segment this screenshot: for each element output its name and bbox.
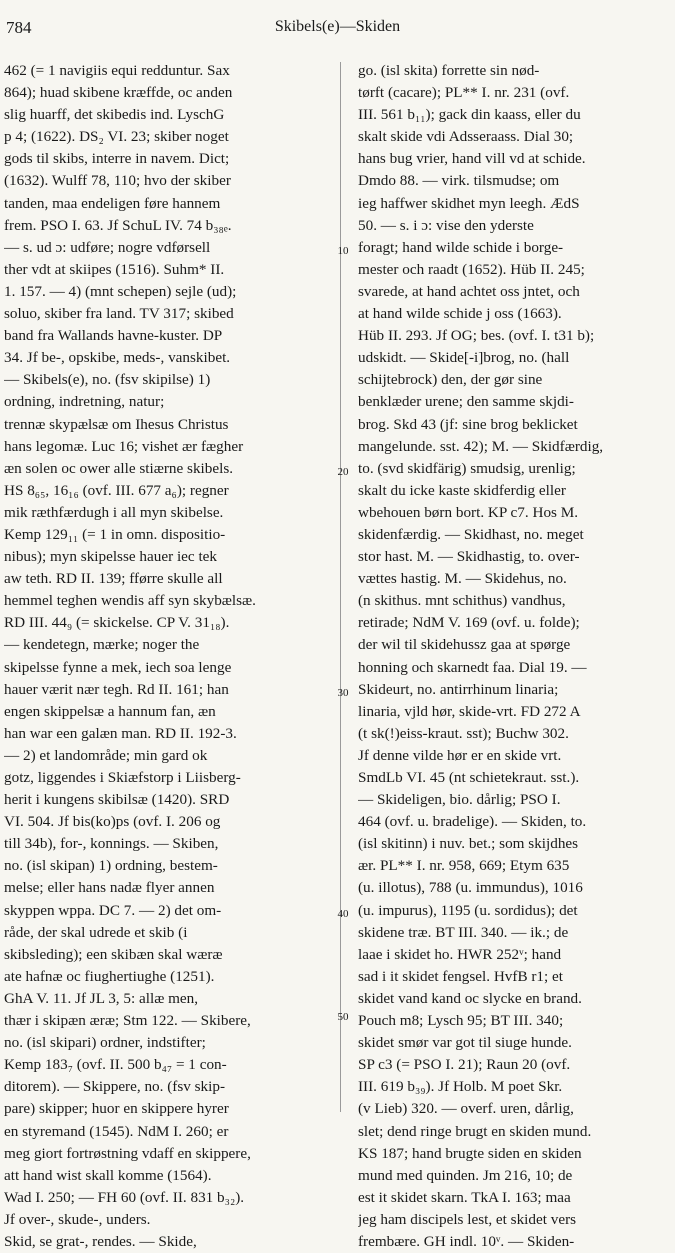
text-line: Wad I. 250; — FH 60 (ovf. II. 831 b₃₂).: [4, 1188, 245, 1206]
line-number-marker: 50: [337, 1011, 349, 1023]
text-line: tørft (cacare); PL** I. nr. 231 (ovf.: [358, 84, 570, 102]
text-line: VI. 504. Jf bis(ko)ps (ovf. I. 206 og: [4, 813, 221, 831]
text-line: skidenfærdig. — Skidhast, no. meget: [358, 525, 584, 543]
text-line: trennæ skypælsæ om Ihesus Christus: [4, 415, 229, 433]
text-line: udskidt. — Skide[-i]brog, no. (hall: [358, 349, 570, 367]
text-line: pare) skipper; huor en skippere hyrer: [4, 1100, 229, 1118]
text-line: hans bug vrier, hand vill vd at schide.: [358, 150, 586, 168]
text-line: brog. Skd 43 (jf: sine brog beklicket: [358, 415, 578, 433]
text-line: ordning, indretning, natur;: [4, 393, 165, 411]
text-line: foragt; hand wilde schide i borge-: [358, 238, 564, 256]
text-line: wbehouen børn bort. KP c7. Hos M.: [358, 503, 579, 521]
text-line: to. (svd skidfärig) smudsig, urenlig;: [358, 459, 576, 477]
text-line: svarede, at hand achtet oss jntet, och: [358, 282, 580, 300]
text-line: III. 561 b₁₁); gack din kaass, eller du: [358, 106, 581, 124]
text-line: — Skibels(e), no. (fsv skipilse) 1): [4, 371, 211, 389]
text-line: Skid, se grat-, rendes. — Skide,: [4, 1232, 197, 1250]
text-line: Dmdo 88. — virk. tilsmudse; om: [358, 172, 560, 190]
text-line: mik ræthfærdugh i all myn skibelse.: [4, 503, 224, 521]
text-line: retirade; NdM V. 169 (ovf. u. folde);: [358, 614, 580, 632]
text-line: han war een galæn man. RD II. 192-3.: [4, 724, 237, 742]
text-line: skyppen wppa. DC 7. — 2) det om-: [4, 901, 222, 919]
text-line: ate hafnæ oc fiughertiughe (1251).: [4, 967, 215, 985]
line-number-marker: 10: [337, 245, 349, 257]
text-line: (u. illotus), 788 (u. immundus), 1016: [358, 879, 583, 897]
text-line: — kendetegn, mærke; noger the: [4, 636, 200, 654]
text-line: (1632). Wulff 78, 110; hvo der skiber: [4, 172, 231, 190]
text-line: est it skidet skarn. TkA I. 163; maa: [358, 1188, 571, 1206]
text-line: 34. Jf be-, opskibe, meds-, vanskibet.: [4, 349, 231, 367]
text-line: hans legomæ. Luc 16; vishet ær fægher: [4, 437, 244, 455]
text-line: tanden, maa endeligen føre hannem: [4, 194, 221, 212]
text-line: mund med quinden. Jm 216, 10; de: [358, 1166, 573, 1184]
text-line: engen skippelsæ a hannum fan, æn: [4, 702, 216, 720]
text-line: 50. — s. i ɔ: vise den yderste: [358, 216, 534, 234]
page-number: 784: [6, 18, 32, 37]
text-line: stor hast. M. — Skidhastig, to. over-: [358, 548, 580, 566]
text-line: vættes hastig. M. — Skidehus, no.: [358, 570, 567, 588]
text-line: 462 (= 1 navigiis equi redduntur. Sax: [4, 62, 230, 79]
line-number-marker: 40: [337, 908, 349, 920]
text-line: ther vdt at skiipes (1516). Suhm* II.: [4, 260, 225, 278]
right-column: [358, 60, 670, 1253]
text-line: (n skithus. mnt schithus) vandhus,: [358, 592, 566, 610]
text-line: p 4; (1622). DS₂ VI. 23; skiber noget: [4, 128, 229, 146]
text-line: no. (isl skipari) ordner, indstifter;: [4, 1034, 206, 1052]
text-line: råde, der skal udrede et skib (i: [4, 923, 188, 941]
text-line: att hand wist skall komme (1564).: [4, 1166, 212, 1184]
text-line: mangelunde. sst. 42); M. — Skidfærdig,: [358, 437, 604, 455]
text-line: laae i skidet ho. HWR 252ᵛ; hand: [358, 945, 562, 963]
text-line: frembære. GH indl. 10ᵛ. — Skiden-: [358, 1232, 575, 1250]
text-line: GhA V. 11. Jf JL 3, 5: allæ men,: [4, 989, 199, 1007]
text-line: linaria, vjld hør, skide-vrt. FD 272 A: [358, 702, 581, 720]
text-line: skalt du icke kaste skidferdig eller: [358, 481, 566, 499]
text-line: Pouch m8; Lysch 95; BT III. 340;: [358, 1012, 564, 1030]
text-line: (t sk(!)eiss-kraut. sst); Buchw 302.: [358, 724, 569, 742]
text-line: schijtebrock) den, der gør sine: [358, 371, 543, 389]
text-line: Jf denne vilde hør er en skide vrt.: [358, 746, 562, 764]
text-line: at hand wilde schide j oss (1663).: [358, 305, 562, 323]
text-line: ieg haffwer skidhet myn leegh. ÆdS: [358, 194, 580, 212]
text-line: no. (isl skipan) 1) ordning, bestem-: [4, 857, 218, 875]
text-line: benklæder urene; den samme skjdi-: [358, 393, 574, 411]
text-line: hemmel teghen wendis aff syn skybælsæ.: [4, 592, 256, 610]
line-number-marker: 30: [337, 687, 349, 699]
text-line: skidene træ. BT III. 340. — ik.; de: [358, 923, 569, 941]
text-line: — Skideligen, bio. dårlig; PSO I.: [358, 791, 561, 809]
text-line: 864); huad skibene kræffde, oc anden: [4, 84, 233, 102]
text-line: æn solen oc ower alle stiærne skibels.: [4, 459, 234, 477]
text-line: jeg ham discipels lest, et skidet vers: [358, 1210, 577, 1228]
text-line: HS 8₆₅, 16₁₆ (ovf. III. 677 a₆); regner: [4, 481, 229, 499]
text-line: (u. impurus), 1195 (u. sordidus); det: [358, 901, 578, 919]
text-line: slig huarff, det skibedis ind. LyschG: [4, 106, 225, 124]
text-line: (isl skitinn) i nuv. bet.; som skijdhes: [358, 835, 579, 853]
text-line: soluo, skiber fra land. TV 317; skibed: [4, 305, 234, 323]
text-line: RD III. 44₉ (= skickelse. CP V. 31₁₈).: [4, 614, 230, 632]
text-line: skibsleding); een skibæn skal wæræ: [4, 945, 223, 963]
text-line: ær. PL** I. nr. 958, 669; Etym 635: [358, 857, 570, 875]
left-column: [4, 60, 328, 1253]
column-divider: [340, 62, 341, 1112]
text-line: SmdLb VI. 45 (nt schietekraut. sst.).: [358, 769, 580, 786]
text-line: skipelsse fynne a mek, iech soa lenge: [4, 658, 232, 676]
text-line: melse; eller hans nadæ flyer annen: [4, 879, 215, 897]
text-line: Kemp 183₇ (ovf. II. 500 b₄₇ = 1 con-: [4, 1056, 227, 1074]
text-line: KS 187; hand brugte siden en skiden: [358, 1144, 582, 1162]
text-line: der wil til skidehussz gaa at spørge: [358, 636, 571, 654]
text-line: — 2) et landområde; min gard ok: [4, 746, 208, 764]
text-line: ditorem). — Skippere, no. (fsv skip-: [4, 1078, 226, 1096]
text-line: skidet smør var got til siuge hunde.: [358, 1034, 572, 1052]
text-line: III. 619 b₃₉). Jf Holb. M poet Skr.: [358, 1078, 563, 1096]
text-line: hauer værit nær tegh. Rd II. 161; han: [4, 680, 229, 698]
text-line: (v Lieb) 320. — overf. uren, dårlig,: [358, 1100, 574, 1118]
text-line: aw teth. RD II. 139; fførre skulle all: [4, 570, 223, 588]
text-line: frem. PSO I. 63. Jf SchuL IV. 74 b₃₈ₑ.: [4, 216, 232, 234]
text-line: 1. 157. — 4) (mnt schepen) sejle (ud);: [4, 282, 237, 300]
text-line: mester och raadt (1652). Hüb II. 245;: [358, 260, 585, 278]
text-line: slet; dend ringe brugt en skiden mund.: [358, 1122, 592, 1140]
page-header: [0, 0, 675, 40]
text-line: SP c3 (= PSO I. 21); Raun 20 (ovf.: [358, 1056, 571, 1074]
text-line: meg giort fortrøstning vdaff en skippere,: [4, 1144, 251, 1162]
text-line: — s. ud ɔ: udføre; nogre vdførsell: [4, 238, 211, 256]
text-line: thær i skipæn æræ; Stm 122. — Skibere,: [4, 1012, 251, 1030]
text-line: Skideurt, no. antirrhinum linaria;: [358, 680, 559, 698]
text-line: Kemp 129₁₁ (= 1 in omn. dispositio-: [4, 525, 226, 543]
text-line: Jf over-, skude-, unders.: [4, 1210, 151, 1228]
running-title: Skibels(e)—Skiden: [274, 18, 401, 35]
text-line: Hüb II. 293. Jf OG; bes. (ovf. I. t31 b);: [358, 327, 595, 345]
text-line: gotz, liggendes i Skiæfstorp i Liisberg-: [4, 769, 241, 786]
text-line: 464 (ovf. u. bradelige). — Skiden, to.: [358, 813, 587, 831]
text-line: skidet vand kand oc slycke en brand.: [358, 989, 582, 1007]
line-number-marker: 20: [337, 466, 349, 478]
text-line: skalt skide vdi Adsseraass. Dial 30;: [358, 128, 574, 146]
text-line: gods til skibs, interre in navem. Dict;: [4, 150, 230, 168]
text-line: nibus); myn skipelsse hauer iec tek: [4, 548, 217, 566]
text-line: sad i it skidet fengsel. HvfB r1; et: [358, 967, 563, 985]
text-line: till 34b), for-, konnings. — Skiben,: [4, 835, 219, 853]
text-line: herit i kungens skibilsæ (1420). SRD: [4, 791, 230, 809]
text-line: honning och skarnedt faa. Dial 19. —: [358, 658, 587, 676]
text-line: go. (isl skita) forrette sin nød-: [358, 62, 540, 79]
text-line: band fra Wallands havne-kuster. DP: [4, 327, 223, 345]
text-line: en styremand (1545). NdM I. 260; er: [4, 1122, 229, 1140]
